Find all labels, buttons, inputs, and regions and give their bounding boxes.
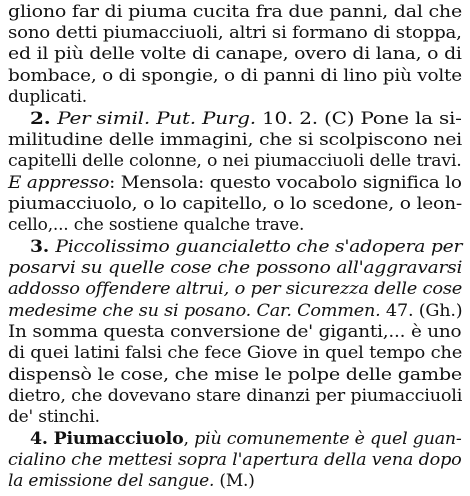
sense-3-heading [30, 237, 462, 258]
text-line [8, 44, 462, 65]
text-run: In somma questa conversione de' giganti,... è uno [8, 322, 462, 342]
text-run: sono detti piumacciuoli, altri si formano di stoppa, [8, 23, 462, 43]
text-run: 47. (Gh.) [380, 301, 463, 321]
text-line [8, 151, 462, 172]
text-line [8, 386, 462, 407]
headword: Piumacciuolo [53, 429, 184, 449]
text-line [8, 66, 462, 87]
text-line [8, 130, 462, 151]
text-run: (M.) [214, 471, 255, 491]
text-run: cialino che mettesi sopra l'apertura della vena dopo [8, 450, 462, 470]
text-line [8, 279, 462, 300]
sense-number: 2. [30, 109, 58, 129]
text-run: capitelli delle colonne, o nei piumacciuoli delle travi. [8, 151, 462, 171]
sense-2-heading [30, 109, 462, 130]
text-run: , [183, 429, 195, 449]
sense-number: 4. [30, 429, 54, 449]
definition-text: la emissione del sangue. [8, 471, 215, 491]
text-run: cello,... che sostiene qualche trave. [8, 215, 305, 235]
text-run: gliono far di piuma cucita fra due panni, dal che [8, 2, 462, 22]
text-line [8, 407, 100, 428]
text-run: ed il più delle volte di canape, overo di lana, o di [8, 44, 462, 64]
text-run: bombace, o di spongie, o di panni di lino più volte [8, 66, 462, 86]
text-run: militudine delle immagini, che si scolpiscono nei [8, 130, 462, 150]
text-line [8, 322, 461, 343]
text-run: dietro, che dovevano stare dinanzi per piumacciuoli [8, 386, 463, 406]
definition-text: Piccolissimo guancialetto che s'adopera per [55, 237, 463, 257]
text-line [8, 173, 462, 194]
text-line [8, 23, 462, 44]
text-run: 10. 2. (C) Pone la si- [255, 109, 462, 129]
text-run: duplicati. [8, 87, 87, 107]
text-line [8, 343, 462, 364]
text-line [8, 450, 462, 471]
text-line [8, 365, 462, 386]
text-line [8, 215, 304, 236]
sense-4-heading [30, 429, 462, 450]
sense-number: 3. [30, 237, 56, 257]
text-run: piumacciuolo, o lo capitello, o lo scedone, o leon- [8, 194, 462, 214]
text-run: de' stinchi. [8, 407, 100, 427]
text-line [8, 2, 462, 23]
text-line [8, 87, 87, 108]
text-line [8, 194, 462, 215]
text-run: : Mensola: questo vocabolo significa lo [109, 173, 462, 193]
source-citation: E appresso [8, 173, 110, 193]
definition-text: medesime che su si posano. Car. Commen. [8, 301, 381, 321]
source-citation: Per simil. Put. Purg. [57, 109, 256, 129]
text-run: dispensò le cose, che mise le polpe delle gambe [8, 365, 463, 385]
text-line [8, 301, 462, 322]
text-run: addosso offendere altrui, o per sicurezza delle cose [8, 279, 463, 299]
definition-text: più comunemente è quel guan- [194, 429, 462, 449]
text-run: posarvi su quelle cose che possono all'aggravarsi [8, 258, 463, 278]
text-run: di quei latini falsi che fece Giove in quel tempo che [8, 343, 463, 363]
text-line [8, 258, 462, 279]
text-line [8, 471, 255, 492]
